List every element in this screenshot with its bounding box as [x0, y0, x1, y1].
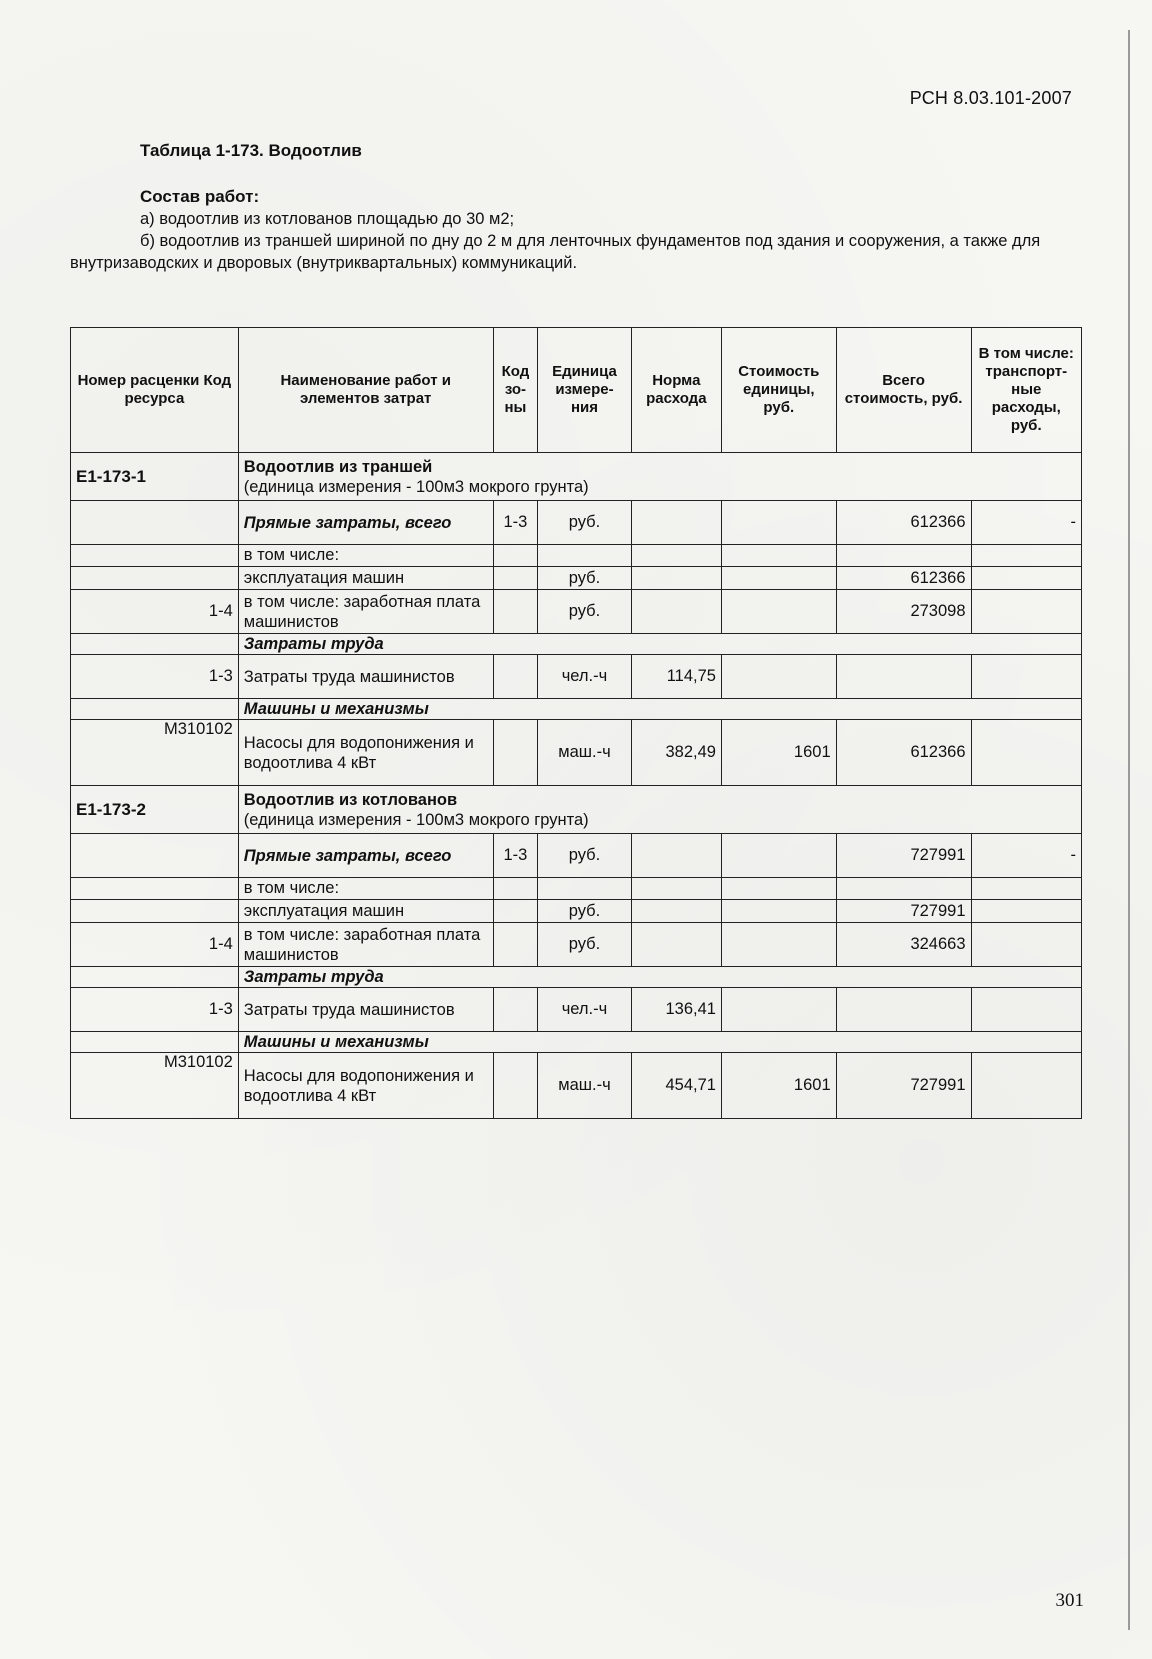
empty-cell	[971, 900, 1082, 923]
total-cost: 612366	[836, 501, 971, 545]
page-number: 301	[1055, 1590, 1084, 1611]
empty-cell	[971, 988, 1082, 1032]
norm: 454,71	[631, 1053, 721, 1119]
labor-heading: Затраты труда	[238, 634, 1081, 655]
unit: руб.	[538, 900, 631, 923]
direct-costs-label: Прямые затраты, всего	[238, 501, 493, 545]
resource-code: 1-4	[71, 590, 239, 634]
empty-cell	[631, 501, 721, 545]
norm: 114,75	[631, 655, 721, 699]
empty-cell	[721, 988, 836, 1032]
empty-cell	[538, 545, 631, 567]
table-row	[71, 501, 1082, 545]
empty-cell	[971, 720, 1082, 786]
col-header-unit-price: Стоимость единицы, руб.	[721, 328, 836, 453]
empty-cell	[493, 545, 538, 567]
empty-cell	[538, 878, 631, 900]
col-header-unit: Единица измере-ния	[538, 328, 631, 453]
empty-cell	[71, 1032, 239, 1053]
unit: руб.	[538, 923, 631, 967]
empty-cell	[631, 923, 721, 967]
section-title-cell	[238, 453, 1081, 501]
section-trench	[71, 453, 1082, 786]
unit: маш.-ч	[538, 1053, 631, 1119]
table-title: Таблица 1-173. Водоотлив	[140, 141, 362, 160]
rates-table	[70, 327, 1082, 1119]
unit: руб.	[538, 590, 631, 634]
empty-cell	[836, 878, 971, 900]
empty-cell	[721, 834, 836, 878]
empty-cell	[836, 655, 971, 699]
section-title-cell	[238, 786, 1081, 834]
labor-heading: Затраты труда	[238, 967, 1081, 988]
empty-cell	[493, 923, 538, 967]
empty-cell	[721, 900, 836, 923]
empty-cell	[721, 923, 836, 967]
resource-code: 1-3	[71, 988, 239, 1032]
section-title: Водоотлив из котлованов	[243, 790, 458, 809]
section-title-row	[71, 453, 1082, 501]
empty-cell	[631, 567, 721, 590]
section-pit	[71, 786, 1082, 1119]
total-cost: 727991	[836, 834, 971, 878]
empty-cell	[721, 655, 836, 699]
resource-code: 1-4	[71, 923, 239, 967]
zone-code: 1-3	[493, 501, 538, 545]
table-row	[71, 988, 1082, 1032]
unit-price: 1601	[721, 720, 836, 786]
total-cost: 612366	[836, 567, 971, 590]
norm: 136,41	[631, 988, 721, 1032]
unit: чел.-ч	[538, 655, 631, 699]
table-row	[71, 699, 1082, 720]
machinery-heading: Машины и механизмы	[238, 1032, 1081, 1053]
section-title: Водоотлив из траншей	[243, 457, 433, 476]
section-unit-note: (единица измерения - 100м3 мокрого грунта)	[243, 810, 589, 829]
empty-cell	[971, 545, 1082, 567]
empty-cell	[71, 878, 239, 900]
empty-cell	[71, 834, 239, 878]
empty-cell	[971, 655, 1082, 699]
unit: чел.-ч	[538, 988, 631, 1032]
document-code: РСН 8.03.101-2007	[909, 88, 1072, 108]
machines-operation-label: эксплуатация машин	[238, 567, 493, 590]
unit: руб.	[538, 834, 631, 878]
including-label: в том числе:	[238, 545, 493, 567]
labor-label: Затраты труда машинистов	[238, 988, 493, 1032]
table-row	[71, 923, 1082, 967]
col-header-code: Номер расценки Код ресурса	[71, 328, 239, 453]
wage-label: в том числе: заработная плата машинистов	[238, 923, 493, 967]
empty-cell	[493, 878, 538, 900]
table-row	[71, 634, 1082, 655]
section-title-row	[71, 786, 1082, 834]
table-row	[71, 545, 1082, 567]
unit: руб.	[538, 567, 631, 590]
table-row	[71, 590, 1082, 634]
empty-cell	[493, 1053, 538, 1119]
empty-cell	[721, 567, 836, 590]
table-row	[71, 1053, 1082, 1119]
labor-label: Затраты труда машинистов	[238, 655, 493, 699]
empty-cell	[971, 878, 1082, 900]
including-label: в том числе:	[238, 878, 493, 900]
section-unit-note: (единица измерения - 100м3 мокрого грунта)	[243, 477, 589, 496]
total-cost: 273098	[836, 590, 971, 634]
empty-cell	[836, 988, 971, 1032]
total-cost: 727991	[836, 1053, 971, 1119]
direct-costs-label: Прямые затраты, всего	[238, 834, 493, 878]
col-header-norm: Норма расхода	[631, 328, 721, 453]
empty-cell	[631, 834, 721, 878]
transport-cost: -	[971, 834, 1082, 878]
empty-cell	[836, 545, 971, 567]
empty-cell	[493, 590, 538, 634]
empty-cell	[971, 923, 1082, 967]
total-cost: 612366	[836, 720, 971, 786]
empty-cell	[493, 900, 538, 923]
work-item-b: б) водоотлив из траншей шириной по дну до 2 м для ленточных фундаментов под здания и сооружения, а также для внутризаводских и дворовых (внутриквартальных) коммуникаций.	[70, 232, 1041, 272]
col-header-transport: В том числе: транспорт-ные расходы, руб.	[971, 328, 1082, 453]
machines-operation-label: эксплуатация машин	[238, 900, 493, 923]
empty-cell	[631, 545, 721, 567]
empty-cell	[971, 567, 1082, 590]
scan-edge-line	[1128, 30, 1130, 1630]
work-item-a: а) водоотлив из котлованов площадью до 30 м2;	[140, 210, 515, 228]
empty-cell	[493, 655, 538, 699]
norm: 382,49	[631, 720, 721, 786]
rate-code: Е1-173-2	[71, 786, 239, 834]
empty-cell	[71, 634, 239, 655]
empty-cell	[971, 1053, 1082, 1119]
empty-cell	[631, 878, 721, 900]
empty-cell	[71, 699, 239, 720]
empty-cell	[631, 900, 721, 923]
col-header-zone: Код зо-ны	[493, 328, 538, 453]
empty-cell	[493, 720, 538, 786]
table-row	[71, 1032, 1082, 1053]
empty-cell	[71, 501, 239, 545]
machinery-label: Насосы для водопонижения и водоотлива 4 кВт	[238, 720, 493, 786]
empty-cell	[631, 590, 721, 634]
zone-code: 1-3	[493, 834, 538, 878]
table-row	[71, 900, 1082, 923]
resource-code: М310102	[71, 1053, 239, 1119]
table-row	[71, 878, 1082, 900]
total-cost: 727991	[836, 900, 971, 923]
empty-cell	[721, 878, 836, 900]
resource-code: М310102	[71, 720, 239, 786]
unit-price: 1601	[721, 1053, 836, 1119]
empty-cell	[971, 590, 1082, 634]
col-header-total: Всего стоимость, руб.	[836, 328, 971, 453]
rate-code: Е1-173-1	[71, 453, 239, 501]
empty-cell	[721, 590, 836, 634]
empty-cell	[721, 501, 836, 545]
table-row	[71, 720, 1082, 786]
unit: руб.	[538, 501, 631, 545]
empty-cell	[71, 567, 239, 590]
wage-label: в том числе: заработная плата машинистов	[238, 590, 493, 634]
table-row	[71, 967, 1082, 988]
empty-cell	[71, 967, 239, 988]
empty-cell	[71, 900, 239, 923]
table-row	[71, 567, 1082, 590]
transport-cost: -	[971, 501, 1082, 545]
machinery-label: Насосы для водопонижения и водоотлива 4 кВт	[238, 1053, 493, 1119]
table-header-row	[71, 328, 1082, 453]
machinery-heading: Машины и механизмы	[238, 699, 1081, 720]
unit: маш.-ч	[538, 720, 631, 786]
empty-cell	[71, 545, 239, 567]
empty-cell	[721, 545, 836, 567]
empty-cell	[493, 988, 538, 1032]
total-cost: 324663	[836, 923, 971, 967]
resource-code: 1-3	[71, 655, 239, 699]
col-header-name: Наименование работ и элементов затрат	[238, 328, 493, 453]
table-row	[71, 655, 1082, 699]
empty-cell	[493, 567, 538, 590]
table-row	[71, 834, 1082, 878]
work-composition-heading: Состав работ:	[140, 187, 260, 206]
